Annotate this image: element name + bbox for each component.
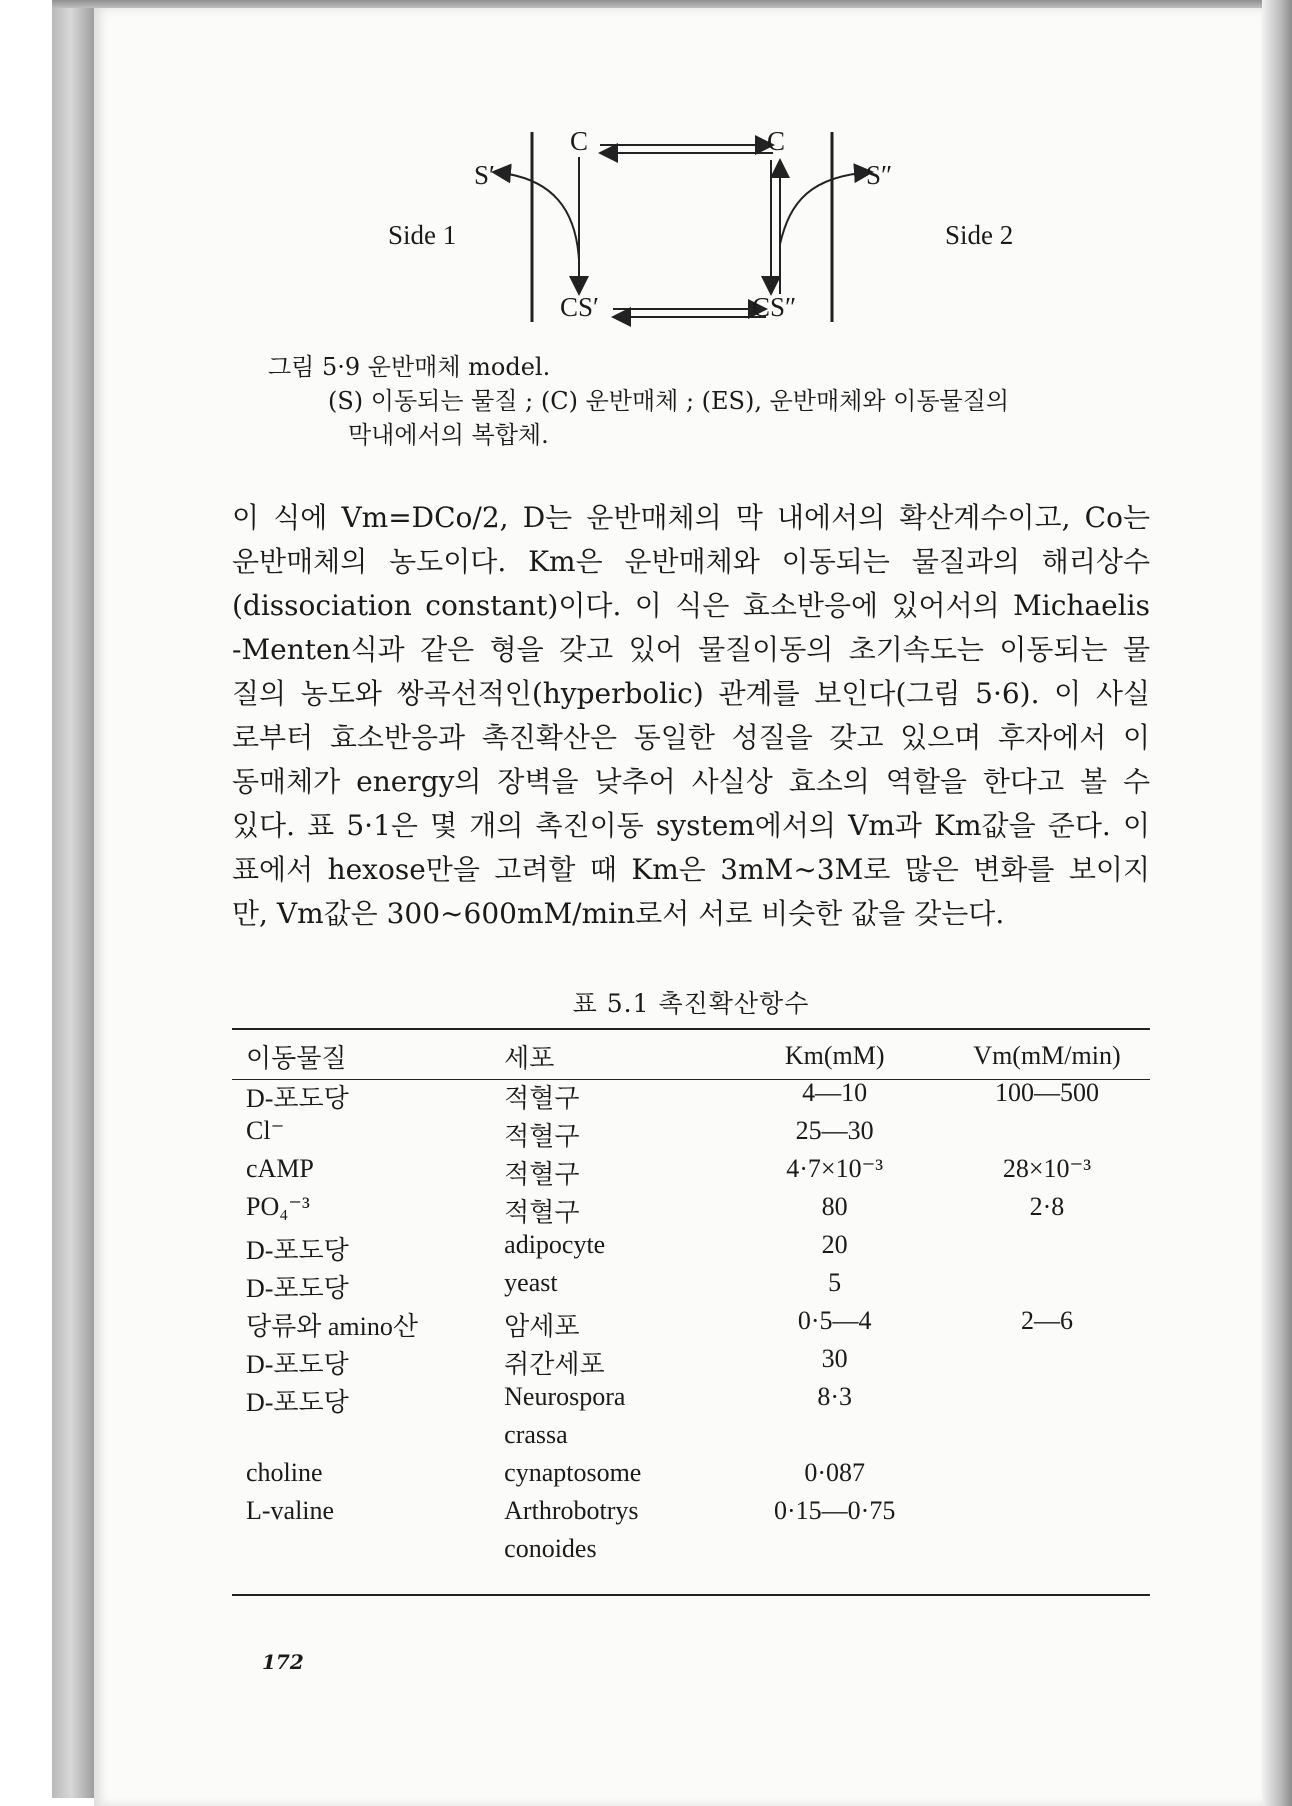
paragraph-line: 동매체가 energy의 장벽을 낮추어 사실상 효소의 역할을 한다고 볼 수 — [232, 765, 1150, 798]
cell-vm — [944, 1116, 1150, 1154]
cell-vm: 2—6 — [1020, 1306, 1073, 1335]
cell-km: 25—30 — [795, 1116, 874, 1145]
carrier-model-diagram — [380, 126, 1014, 332]
cell-substance: PO₄⁻³ — [246, 1192, 310, 1221]
cell-km: 30 — [821, 1344, 848, 1373]
label-cs-double: CS″ — [752, 292, 797, 322]
table-top-rule — [232, 1028, 1150, 1030]
paragraph-line: 운반매체의 농도이다. Km은 운반매체와 이동되는 물질과의 해리상수 — [232, 545, 1150, 578]
table-title: 표 5.1 촉진확산항수 — [572, 989, 810, 1018]
table-row — [232, 1268, 1150, 1306]
table-row — [232, 1230, 1150, 1268]
label-side-1: Side 1 — [388, 220, 457, 250]
table-header-row — [232, 1034, 1150, 1078]
header-km: Km(mM) — [784, 1041, 885, 1070]
cell-vm — [944, 1230, 1150, 1268]
table-row-continuation — [232, 1534, 1150, 1572]
header-vm: Vm(mM/min) — [973, 1041, 1121, 1070]
cell-cell: 쥐간세포 — [504, 1350, 605, 1379]
paragraph-line: 로부터 효소반응과 촉진확산은 동일한 성질을 갖고 있으며 후자에서 이 — [232, 721, 1150, 754]
caption-line-3: 막내에서의 복합체. — [348, 421, 549, 449]
cell-substance: Cl⁻ — [246, 1116, 285, 1145]
cell-substance: choline — [246, 1458, 323, 1487]
carrier-model-svg — [380, 132, 920, 332]
cell-cell: crassa — [504, 1420, 568, 1449]
arrow-to-s-double — [780, 172, 872, 244]
cell-cell: Neurospora — [504, 1382, 626, 1411]
cell-cell: conoides — [504, 1534, 597, 1563]
header-substance: 이동물질 — [246, 1043, 347, 1073]
cell-km: 0·5—4 — [797, 1306, 872, 1335]
table-bottom-rule — [232, 1594, 1150, 1596]
cell-substance: D-포도당 — [246, 1388, 349, 1417]
cell-substance: D-포도당 — [246, 1274, 349, 1303]
cell-vm — [944, 1382, 1150, 1420]
cell-vm — [944, 1458, 1150, 1496]
cell-km: 5 — [828, 1268, 842, 1297]
cell-km: 80 — [821, 1192, 848, 1221]
cell-substance — [232, 1534, 490, 1572]
cell-km: 4—10 — [802, 1078, 868, 1107]
cell-cell: adipocyte — [504, 1230, 606, 1259]
cell-vm — [944, 1344, 1150, 1382]
paragraph-line: -Menten식과 같은 형을 갖고 있어 물질이동의 초기속도는 이동되는 물 — [232, 633, 1150, 666]
cell-km: 4·7×10⁻³ — [786, 1154, 884, 1183]
cell-vm: 2·8 — [1029, 1192, 1065, 1221]
paragraph-line: 있다. 표 5·1은 몇 개의 촉진이동 system에서의 Vm과 Km값을 준다. 이 — [232, 809, 1150, 842]
cell-vm — [944, 1534, 1150, 1572]
header-cell: 세포 — [504, 1043, 555, 1073]
cell-substance: D-포도당 — [246, 1236, 349, 1265]
cell-vm — [944, 1268, 1150, 1306]
label-c-right: C — [767, 126, 786, 156]
cell-substance: D-포도당 — [246, 1350, 349, 1379]
cell-km: 20 — [821, 1230, 848, 1259]
cell-substance: cAMP — [246, 1154, 314, 1183]
paragraph-line: 질의 농도와 쌍곡선적인(hyperbolic) 관계를 보인다(그림 5·6). 이 사실 — [232, 677, 1150, 710]
paragraph-line: (dissociation constant)이다. 이 식은 효소반응에 있어서의 Michaelis — [232, 589, 1150, 622]
page-right-edge — [1262, 0, 1292, 1806]
page-number: 172 — [262, 1650, 304, 1674]
cell-substance: D-포도당 — [246, 1084, 349, 1113]
cell-cell: 적혈구 — [504, 1198, 580, 1227]
label-cs-prime: CS′ — [560, 292, 599, 322]
caption-line-1: 그림 5·9 운반매체 model. — [268, 353, 551, 381]
table-row — [232, 1154, 1150, 1192]
cell-vm: 100—500 — [994, 1078, 1099, 1107]
label-c-left: C — [570, 126, 589, 156]
cell-km: 0·15—0·75 — [774, 1496, 896, 1525]
label-side-2: Side 2 — [945, 220, 1014, 250]
table-row — [232, 1344, 1150, 1382]
cell-cell: Arthrobotrys — [504, 1496, 639, 1525]
cell-vm — [944, 1496, 1150, 1534]
table-row — [232, 1458, 1150, 1496]
paragraph-line: 표에서 hexose만을 고려할 때 Km은 3mM∼3M로 많은 변화를 보이지 — [232, 853, 1150, 886]
label-s-prime: S′ — [474, 160, 495, 190]
cell-substance: L-valine — [246, 1496, 335, 1525]
cell-km — [725, 1534, 944, 1572]
cell-km — [725, 1420, 944, 1458]
arrow-to-s-prime — [493, 172, 579, 260]
figure-caption — [268, 350, 1009, 452]
cell-cell: cynaptosome — [504, 1458, 642, 1487]
cell-substance — [232, 1420, 490, 1458]
cell-vm: 28×10⁻³ — [1002, 1154, 1092, 1183]
facilitated-diffusion-table — [232, 1034, 1150, 1572]
table-row — [232, 1116, 1150, 1154]
paragraph-line: 만, Vm값은 300∼600mM/min로서 서로 비슷한 값을 갖는다. — [232, 897, 1005, 930]
table-row — [232, 1192, 1150, 1230]
caption-line-2: (S) 이동되는 물질 ; (C) 운반매체 ; (ES), 운반매체와 이동물질의 — [328, 387, 1010, 415]
table-row-continuation — [232, 1420, 1150, 1458]
cell-substance: 당류와 amino산 — [246, 1312, 418, 1341]
book-spine — [52, 8, 94, 1798]
cell-km: 8·3 — [817, 1382, 853, 1411]
cell-cell: 적혈구 — [504, 1084, 580, 1113]
table-row — [232, 1496, 1150, 1534]
body-paragraph — [232, 496, 1150, 936]
cell-km: 0·087 — [804, 1458, 866, 1487]
label-s-double: S″ — [866, 160, 893, 190]
cell-cell: 적혈구 — [504, 1122, 580, 1151]
table-row — [232, 1382, 1150, 1420]
table-row — [232, 1078, 1150, 1116]
cell-vm — [944, 1420, 1150, 1458]
cell-cell: yeast — [504, 1268, 558, 1297]
cell-cell: 적혈구 — [504, 1160, 580, 1189]
cell-cell: 암세포 — [504, 1312, 580, 1341]
table-row — [232, 1306, 1150, 1344]
paragraph-line: 이 식에 Vm=DCo/2, D는 운반매체의 막 내에서의 확산계수이고, Co는 — [232, 501, 1150, 534]
